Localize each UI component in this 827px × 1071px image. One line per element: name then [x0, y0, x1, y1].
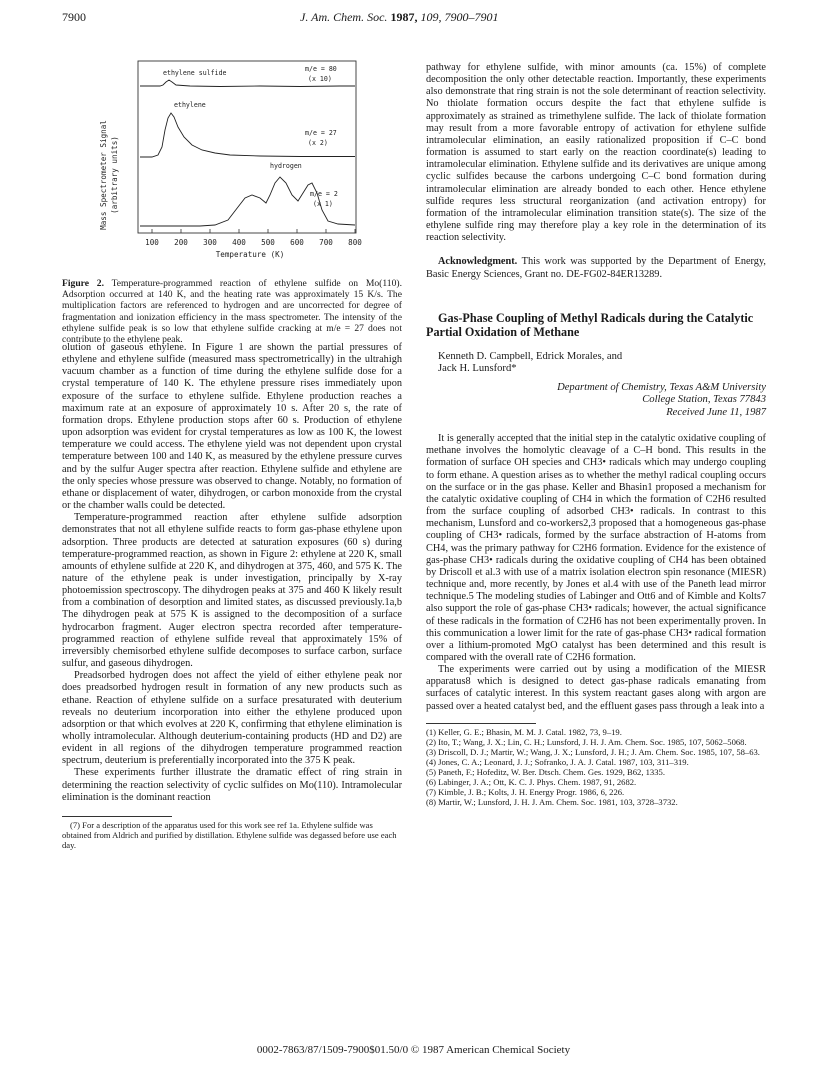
- annotation-x2: (x 2): [308, 139, 328, 147]
- x-tick-label: 100: [145, 238, 159, 247]
- authors-line: Jack H. Lunsford*: [438, 363, 517, 375]
- figure-caption-label: Figure 2.: [62, 278, 104, 289]
- footnote-rule: [62, 816, 172, 817]
- left-column: [62, 342, 402, 850]
- x-tick-labels: [145, 238, 362, 247]
- acknowledgment-label: Acknowledgment.: [438, 256, 518, 268]
- page-number: 7900: [62, 10, 86, 24]
- references-rule: [426, 723, 536, 724]
- page-footer: 0002-7863/87/1509-7900$01.50/0 © 1987 American Chemical Society: [256, 1044, 571, 1056]
- acknowledgment-text: This work was supported by the Department of Energy, Basic Energy Sciences, Grant no. DE-FG02-84ER13289.: [426, 256, 767, 280]
- right-paragraph: pathway for ethylene sulfide, with minor amounts (ca. 15%) of complete decomposition the only other detectable reaction. Importantly, these experiments also demonstrate that ring strain is not the sole determinant of reaction selectivity. No thiolate formation occurs despite the fact that ethylene sulfide is approximately as strained as trimethylene sulfide. The lack of thiolate formation may result from a more favorable entropy of activation for ethylene sulfide intramolecular elimination, an easily rationalized proposition if C–C bond formation is assumed to start early on the reaction coordinate(s) leading to intramolecular elimination. Ethylene sulfide and its derivatives are unique among cyclic sulfides because the carbons undergoing C–C bond formation during intramolecular elimination are already bonded to each other. Hence ethylene sulfide requres less structural reorganization (and activation entropy) for formation of the intramolecular elimination transition state(s). The size of the ethylene sulfide ring may therefore play a key role in the determination of its reaction selectivity.: [426, 62, 766, 244]
- x-tick-label: 300: [203, 238, 217, 247]
- x-tick-label: 500: [261, 238, 275, 247]
- left-paragraph: Preadsorbed hydrogen does not affect the yield of either ethylene peak nor does preadsorbed hydrogen result in formation of any new products such as ethane. Reaction of ethylene sulfide on a surface presaturated with deuterium reveals no deuterium incorporation into either the ethylene produced upon adsorption or that which evolves at 220 K, confirming that ethylene elimination is wholly intramolecular. Although deuterium-containing products (HD and D2) are evident in all regions of the dihydrogen temperature programmed reaction spectrum, deuterium is preferentially incorporated into the 375 K peak.: [62, 670, 402, 767]
- footnote: (7) For a description of the apparatus used for this work see ref 1a. Ethylene sulfide was obtained from Aldrich and purified by distillation. Ethylene sulfide was degassed before use each day.: [62, 819, 397, 850]
- figure-2-tpr-spectrum: [100, 55, 370, 265]
- annotation-me27: m/e = 27: [305, 129, 337, 137]
- affiliation-line: College Station, Texas 77843: [642, 394, 766, 406]
- acknowledgment: [426, 256, 766, 280]
- authors-line: Kenneth D. Campbell, Edrick Morales, and: [438, 350, 623, 362]
- left-paragraph: olution of gaseous ethylene. In Figure 1 are shown the partial pressures of ethylene and ethylene sulfide (measured mass spectrometrically) in the ultrahigh vacuum chamber as a function of time during the ethylene sulfide dose for a crystal temperature of 140 K. The ethylene pressure rises immediately upon exposure of the surface to ethylene sulfide. Ethylene production reaches a maximum rate at an exposure of approximately 10 s. After 20 s, the rate of formation drops. Ethylene production stops after 60 s. Production of ethylene upon adsorption was evident for crystal temperatures as low as 100 K, the lowest temperature we could access. The ethylene yield was not dependent upon crystal temperature between 100 and 140 K, as measured by the ethylene pressure curves and by the sulfur Auger spectra after reaction. Ethylene sulfide and ethylene are the only species whose pressure was observed to change. Notably, no formation of ethane or displacement of water, dihydrogen, or carbon monoxide from the crystal or the chamber walls could be detected.: [62, 342, 402, 512]
- body-paragraph: The experiments were carried out by using a modification of the MIESR apparatus8 which is designed to detect gas-phase radicals emanating from surfaces of catalytic interest. In this system reactant gases along with argon are passed over a heated catalyst bed, and the effluent gases pass through a leak into a: [426, 664, 766, 712]
- journal-year: 1987,: [390, 10, 418, 24]
- y-axis-label-line2: (arbitrary units): [110, 136, 119, 214]
- y-axis-label: [99, 120, 119, 230]
- affiliation-line: Department of Chemistry, Texas A&M University: [557, 381, 766, 393]
- figure-caption-text: Temperature-programmed reaction of ethylene sulfide on Mo(110). Adsorption occurred at 140 K, and the heating rate was approximately 15 K/s. The multiplication factors are referenced to hydrogen and are uncorrected for degree of fragmentation and ionization efficiency in the mass spectrometer. The intensity of the ethylene sulfide peak is so low that ethylene sulfide cracking at m/e = 27 does not contribute to the ethylene peak.: [62, 278, 402, 346]
- reference-item: (7) Kimble, J. B.; Kolts, J. H. Energy Progr. 1986, 6, 226.: [426, 786, 625, 797]
- x-tick-label: 200: [174, 238, 188, 247]
- x-axis-ticks: [152, 229, 355, 233]
- reference-item: (4) Jones, C. A.; Leonard, J. J.; Sofranko, J. A. J. Catal. 1987, 103, 311–319.: [426, 756, 689, 767]
- reference-item: (2) Ito, T.; Wang, J. X.; Lin, C. H.; Lunsford, J. H. J. Am. Chem. Soc. 1985, 107, 5062–5068.: [426, 736, 747, 747]
- left-paragraph: Temperature-programmed reaction after ethylene sulfide adsorption demonstrates that not all ethylene sulfide reacts to form gas-phase ethylene upon adsorption. Three products are detected at saturation exposures (60 s) during temperature-programmed reaction, as shown in Figure 2: ethylene at 220 K, small amounts of ethylene sulfide at 220 K, and dihydrogen at 375, 460, and 575 K. The nature of the ethylene peak is under investigation, principally by X-ray photoemission spectroscopy. The dihydrogen peaks at 375 and 460 K likely result from a combination of desorption and limited states, as discussed previously.1a,b The dihydrogen peak at 575 K is assigned to the decomposition of a surface hydrocarbon fragment. Auger electron spectra recorded after temperature-programmed reaction of ethylene sulfide reveal that approximately 15% of irreversibly chemisorbed ethylene sulfide decomposes to surface carbon, surface sulfur, and gaseous dihydrogen.: [62, 512, 402, 670]
- x-tick-label: 400: [232, 238, 246, 247]
- journal-volume-pages: 109, 7900–7901: [420, 10, 499, 24]
- trace-label-hydrogen: hydrogen: [270, 162, 302, 170]
- reference-item: (3) Driscoll, D. J.; Martir, W.; Wang, J. X.; Lunsford, J. H.; J. Am. Chem. Soc. 1985, 107, 58–63.: [426, 746, 760, 757]
- body-paragraph: It is generally accepted that the initial step in the catalytic oxidative coupling of methane involves the homolytic cleavage of a C–H bond. This results in the formation of surface OH species and CH3• radicals which may undergo coupling to form ethane. A question arises as to whether the methyl radical coupling occurs on the surface or in the gas phase. Keller and Bhasin1 proposed a mechanism for the catalytic oxidative coupling of CH4 in which the formation of C2H6 resulted from the surface coupling of adsorbed CH3• radicals. In contrast to this mechanism, Lunsford and co-workers2,3 proposed that a homogeneous gas-phase coupling of CH3• radicals, formed by the surface abstraction of H-atoms from CH4, was the primary pathway for C2H6 formation. Evidence for the existence of gas-phase CH3• radicals during the oxidative coupling of CH4 has been obtained by Driscoll et al.3 with use of a matrix isolation electron spin resonance (MIESR) technique and, more recently, by Jones et al.4 with use of the Paneth lead mirror technique.5 The modeling studies of Labinger and Ott6 and of Kimble and Kolts7 also support the role of gas-phase CH3• radicals; however, the actual significance of these radicals in the formation of C2H6 has not been experimentally proven. In this communication a lower limit for the rate of gas-phase CH3• radical formation over a lithium-promoted MgO catalyst has been determined and this result is compared with the overall rate of C2H6 formation.: [426, 433, 766, 663]
- x-tick-label: 600: [290, 238, 304, 247]
- reference-item: (8) Martir, W.; Lunsford, J. H. J. Am. Chem. Soc. 1981, 103, 3728–3732.: [426, 796, 678, 807]
- x-tick-label: 800: [348, 238, 362, 247]
- reference-item: (6) Labinger, J. A.; Ott, K. C. J. Phys. Chem. 1987, 91, 2682.: [426, 776, 637, 787]
- y-axis-label-line1: Mass Spectrometer Signal: [99, 120, 108, 230]
- reference-item: (1) Keller, G. E.; Bhasin, M. M. J. Catal. 1982, 73, 9–19.: [426, 726, 622, 737]
- x-axis-label: Temperature (K): [215, 250, 285, 259]
- annotation-me2: m/e = 2: [310, 190, 338, 198]
- annotation-x1: (x 1): [313, 200, 333, 208]
- trace-label-ethylene: ethylene: [174, 101, 206, 109]
- left-paragraph: These experiments further illustrate the dramatic effect of ring strain in determining the reaction selectivity of cyclic sulfides on Mo(110). Intramolecular elimination is the dominant reaction: [62, 767, 402, 803]
- annotation-x10: (x 10): [308, 75, 332, 83]
- right-column: [426, 62, 766, 807]
- x-tick-label: 700: [319, 238, 333, 247]
- article-title: Gas-Phase Coupling of Methyl Radicals during the Catalytic Partial Oxidation of Methane: [426, 310, 754, 339]
- annotation-me80: m/e = 80: [305, 65, 337, 73]
- journal-header: [300, 10, 498, 25]
- journal-name: J. Am. Chem. Soc.: [300, 10, 388, 24]
- figure-caption: [62, 278, 402, 345]
- trace-label-ethylene-sulfide: ethylene sulfide: [163, 69, 227, 77]
- reference-item: (5) Paneth, F.; Hofeditz, W. Ber. Dtsch. Chem. Ges. 1929, B62, 1335.: [426, 766, 665, 777]
- received-date: Received June 11, 1987: [666, 406, 766, 418]
- references-list: [426, 727, 766, 807]
